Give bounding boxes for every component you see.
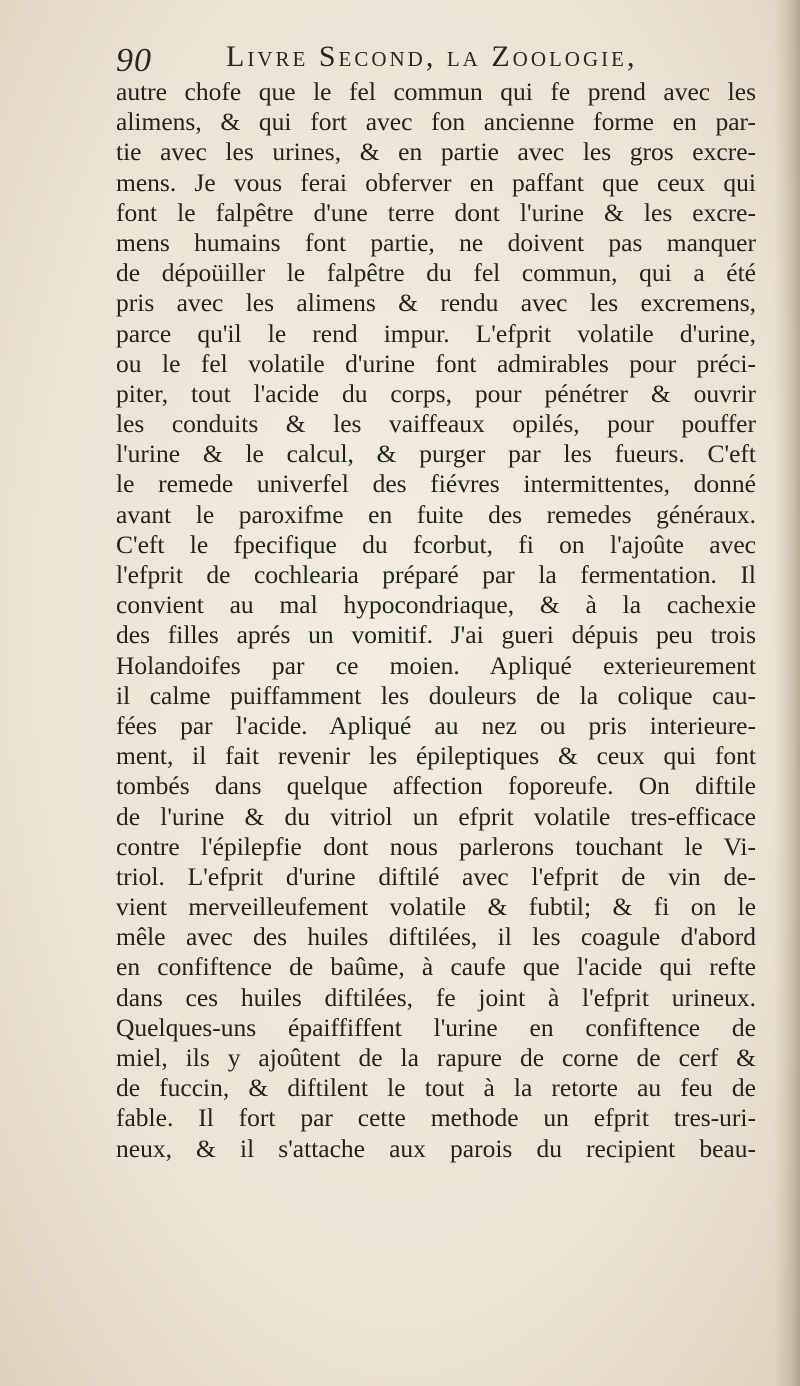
text-line: miel, ils y ajoûtent de la rapure de corne de cerf & xyxy=(116,1043,756,1072)
text-line: piter, tout l'acide du corps, pour pénétrer & ouvrir xyxy=(116,378,756,408)
text-line: font le falpêtre d'une terre dont l'urine & les excre- xyxy=(116,197,756,227)
text-line: dans ces huiles diftilées, fe joint à l'efprit urineux. xyxy=(116,982,756,1012)
text-line: ment, il fait revenir les épileptiques & ceux qui font xyxy=(116,741,756,771)
text-line: fées par l'acide. Apliqué au nez ou pris interieure- xyxy=(116,710,756,740)
text-line: triol. L'efprit d'urine diftilé avec l'efprit de vin de- xyxy=(116,861,756,891)
text-line: contre l'épilepfie dont nous parlerons touchant le Vi- xyxy=(116,831,756,861)
text-line: Holandoifes par ce moien. Apliqué exterieurement xyxy=(116,650,756,680)
text-line: tie avec les urines, & en partie avec les gros excre- xyxy=(116,137,756,167)
text-line: vient merveilleufement volatile & fubtil; & fi on le xyxy=(116,892,756,922)
text-line: avant le paroxifme en fuite des remedes généraux. xyxy=(116,499,756,529)
text-line: autre chofe que le fel commun qui fe prend avec les xyxy=(116,77,756,106)
text-line: mens. Je vous ferai obferver en paffant que ceux qui xyxy=(116,167,756,197)
text-line: alimens, & qui fort avec fon ancienne forme en par- xyxy=(116,107,756,137)
text-line: convient au mal hypocondriaque, & à la cachexie xyxy=(116,590,756,620)
text-line: C'eft le fpecifique du fcorbut, fi on l'ajoûte avec xyxy=(116,529,756,559)
text-line: l'urine & le calcul, & purger par les fueurs. C'eft xyxy=(116,439,756,469)
text-line: l'efprit de cochlearia préparé par la fermentation. Il xyxy=(116,560,756,589)
text-line: tombés dans quelque affection foporeufe. On diftile xyxy=(116,771,756,801)
text-line: des filles aprés un vomitif. J'ai gueri dépuis peu trois xyxy=(116,620,756,650)
text-line: il calme puiffamment les douleurs de la colique cau- xyxy=(116,680,756,710)
text-line: en confiftence de baûme, à caufe que l'acide qui refte xyxy=(116,952,756,982)
text-line: le remede univerfel des fiévres intermittentes, donné xyxy=(116,469,756,499)
text-line: mens humains font partie, ne doivent pas manquer xyxy=(116,227,756,257)
text-line: les conduits & les vaiffeaux opilés, pour pouffer xyxy=(116,409,756,439)
text-line: de l'urine & du vitriol un efprit volatile tres-efficace xyxy=(116,801,756,831)
text-line: mêle avec des huiles diftilées, il les coagule d'abord xyxy=(116,922,756,952)
text-line: neux, & il s'attache aux parois du recipient beau- xyxy=(116,1133,756,1163)
text-line: fable. Il fort par cette methode un efprit tres-uri- xyxy=(116,1103,756,1133)
text-line: de dépoüiller le falpêtre du fel commun, qui a été xyxy=(116,258,756,288)
text-line: de fuccin, & diftilent le tout à la retorte au feu de xyxy=(116,1073,756,1103)
running-title: Livre Second, la Zoologie, xyxy=(226,40,638,73)
page-header xyxy=(116,30,756,82)
page-edge-shadow xyxy=(774,0,800,1386)
text-line: Quelques-uns épaiffiffent l'urine en confiftence de xyxy=(116,1012,756,1042)
text-line: pris avec les alimens & rendu avec les excremens, xyxy=(116,288,756,318)
body-text xyxy=(116,77,756,1164)
text-line: parce qu'il le rend impur. L'efprit volatile d'urine, xyxy=(116,318,756,348)
text-line: ou le fel volatile d'urine font admirables pour préci- xyxy=(116,348,756,378)
page-number: 90 xyxy=(116,42,152,79)
